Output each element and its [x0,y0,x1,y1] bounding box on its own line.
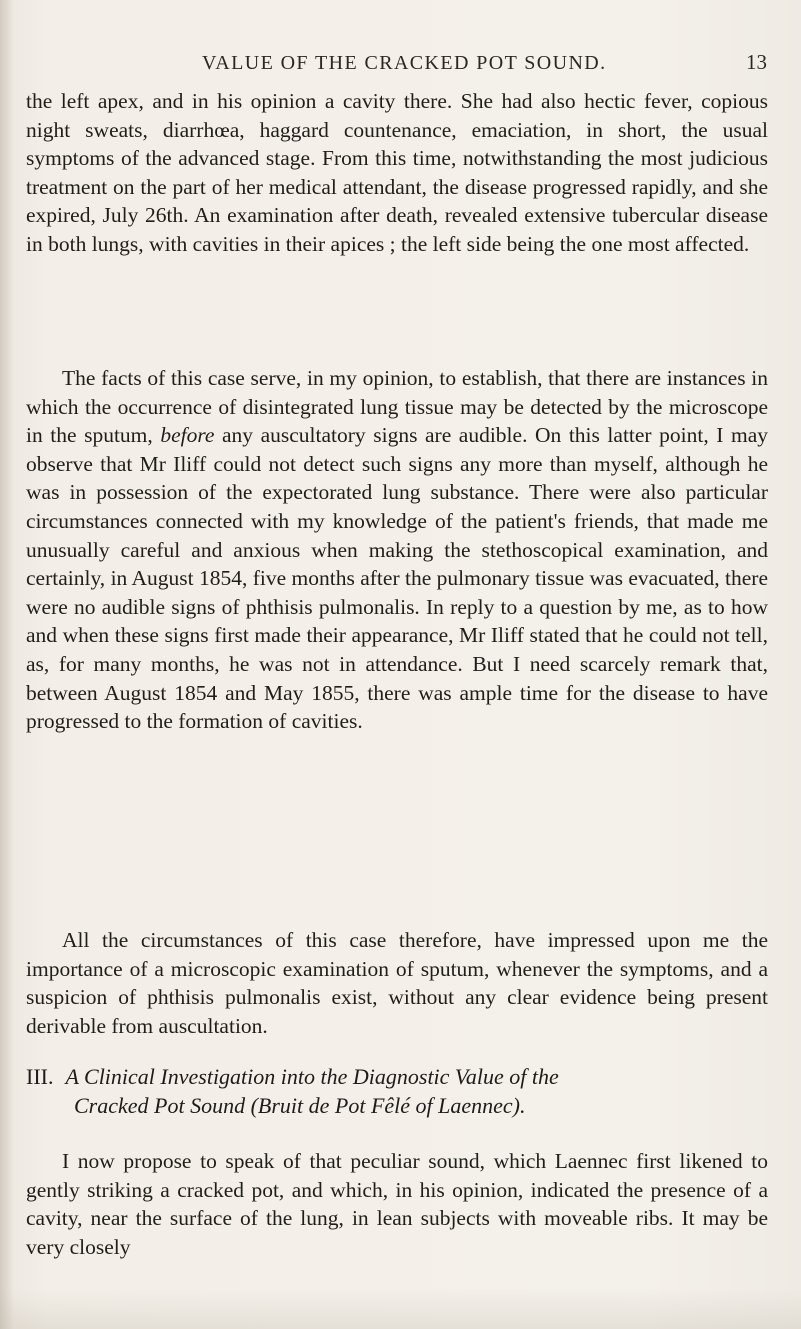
paragraph-1 [26,87,768,259]
paragraph-3-text: All the circumstances of this case therefore, have impressed upon me the importance of a microscopic examination of sputum, whenever the symptoms, and a suspicion of phthisis pulmonalis exist, without any clear evidence being present derivable from auscultation. [26,928,768,1038]
paragraph-2-emphasis: before [160,423,215,448]
running-title: VALUE OF THE CRACKED POT SOUND. [202,52,607,74]
section-title-line-2: Cracked Pot Sound (Bruit de Pot Fêlé of Laennec). [74,1093,526,1118]
paragraph-2 [26,364,768,736]
paragraph-2-text [26,364,768,736]
page-bottom-shadow [0,1289,801,1329]
section-number: III. [26,1064,54,1089]
section-title-line-1: A Clinical Investigation into the Diagnostic Value of the [65,1064,559,1089]
paragraph-4 [26,1147,768,1261]
section-heading [26,1062,768,1120]
paragraph-1-text: the left apex, and in his opinion a cavity there. She had also hectic fever, copious night sweats, diarrhœa, haggard countenance, emaciation, in short, the usual symptoms of the advanced stage. From this time, notwithstanding the most judicious treatment on the part of her medical attendant, the disease progressed rapidly, and she expired, July 26th. An examination after death, revealed extensive tubercular disease in both lungs, with cavities in their apices ; the left side being the one most affected. [26,89,768,256]
page-number: 13 [746,50,767,74]
page-gutter-shadow [0,0,14,1329]
running-head [0,52,801,82]
paragraph-2-part-a: The facts of this case serve, in my opinion, to establish, that there are instances in which the occurrence of disintegrated lung tissue may be detected by the microscope in the sputum, [26,366,768,448]
paragraph-4-text: I now propose to speak of that peculiar sound, which Laennec first likened to gently striking a cracked pot, and which, in his opinion, indicated the presence of a cavity, near the surface of the lung, in lean subjects with moveable ribs. It may be very closely [26,1149,768,1259]
paragraph-2-part-b: any auscultatory signs are audible. On this latter point, I may observe that Mr Iliff could not detect such signs any more than myself, although he was in possession of the expectorated lung substance. There were also particular circumstances connected with my knowledge of the patient's friends, that made me unusually careful and anxious when making the stethoscopical examination, and certainly, in August 1854, five months after the pulmonary tissue was evacuated, there were no audible signs of phthisis pulmonalis. In reply to a question by me, as to how and when these signs first made their appearance, Mr Iliff stated that he could not tell, as, for many months, he was not in attendance. But I need scarcely remark that, between August 1854 and May 1855, there was ample time for the disease to have progressed to the formation of cavities. [26,423,768,734]
paragraph-3 [26,926,768,1040]
